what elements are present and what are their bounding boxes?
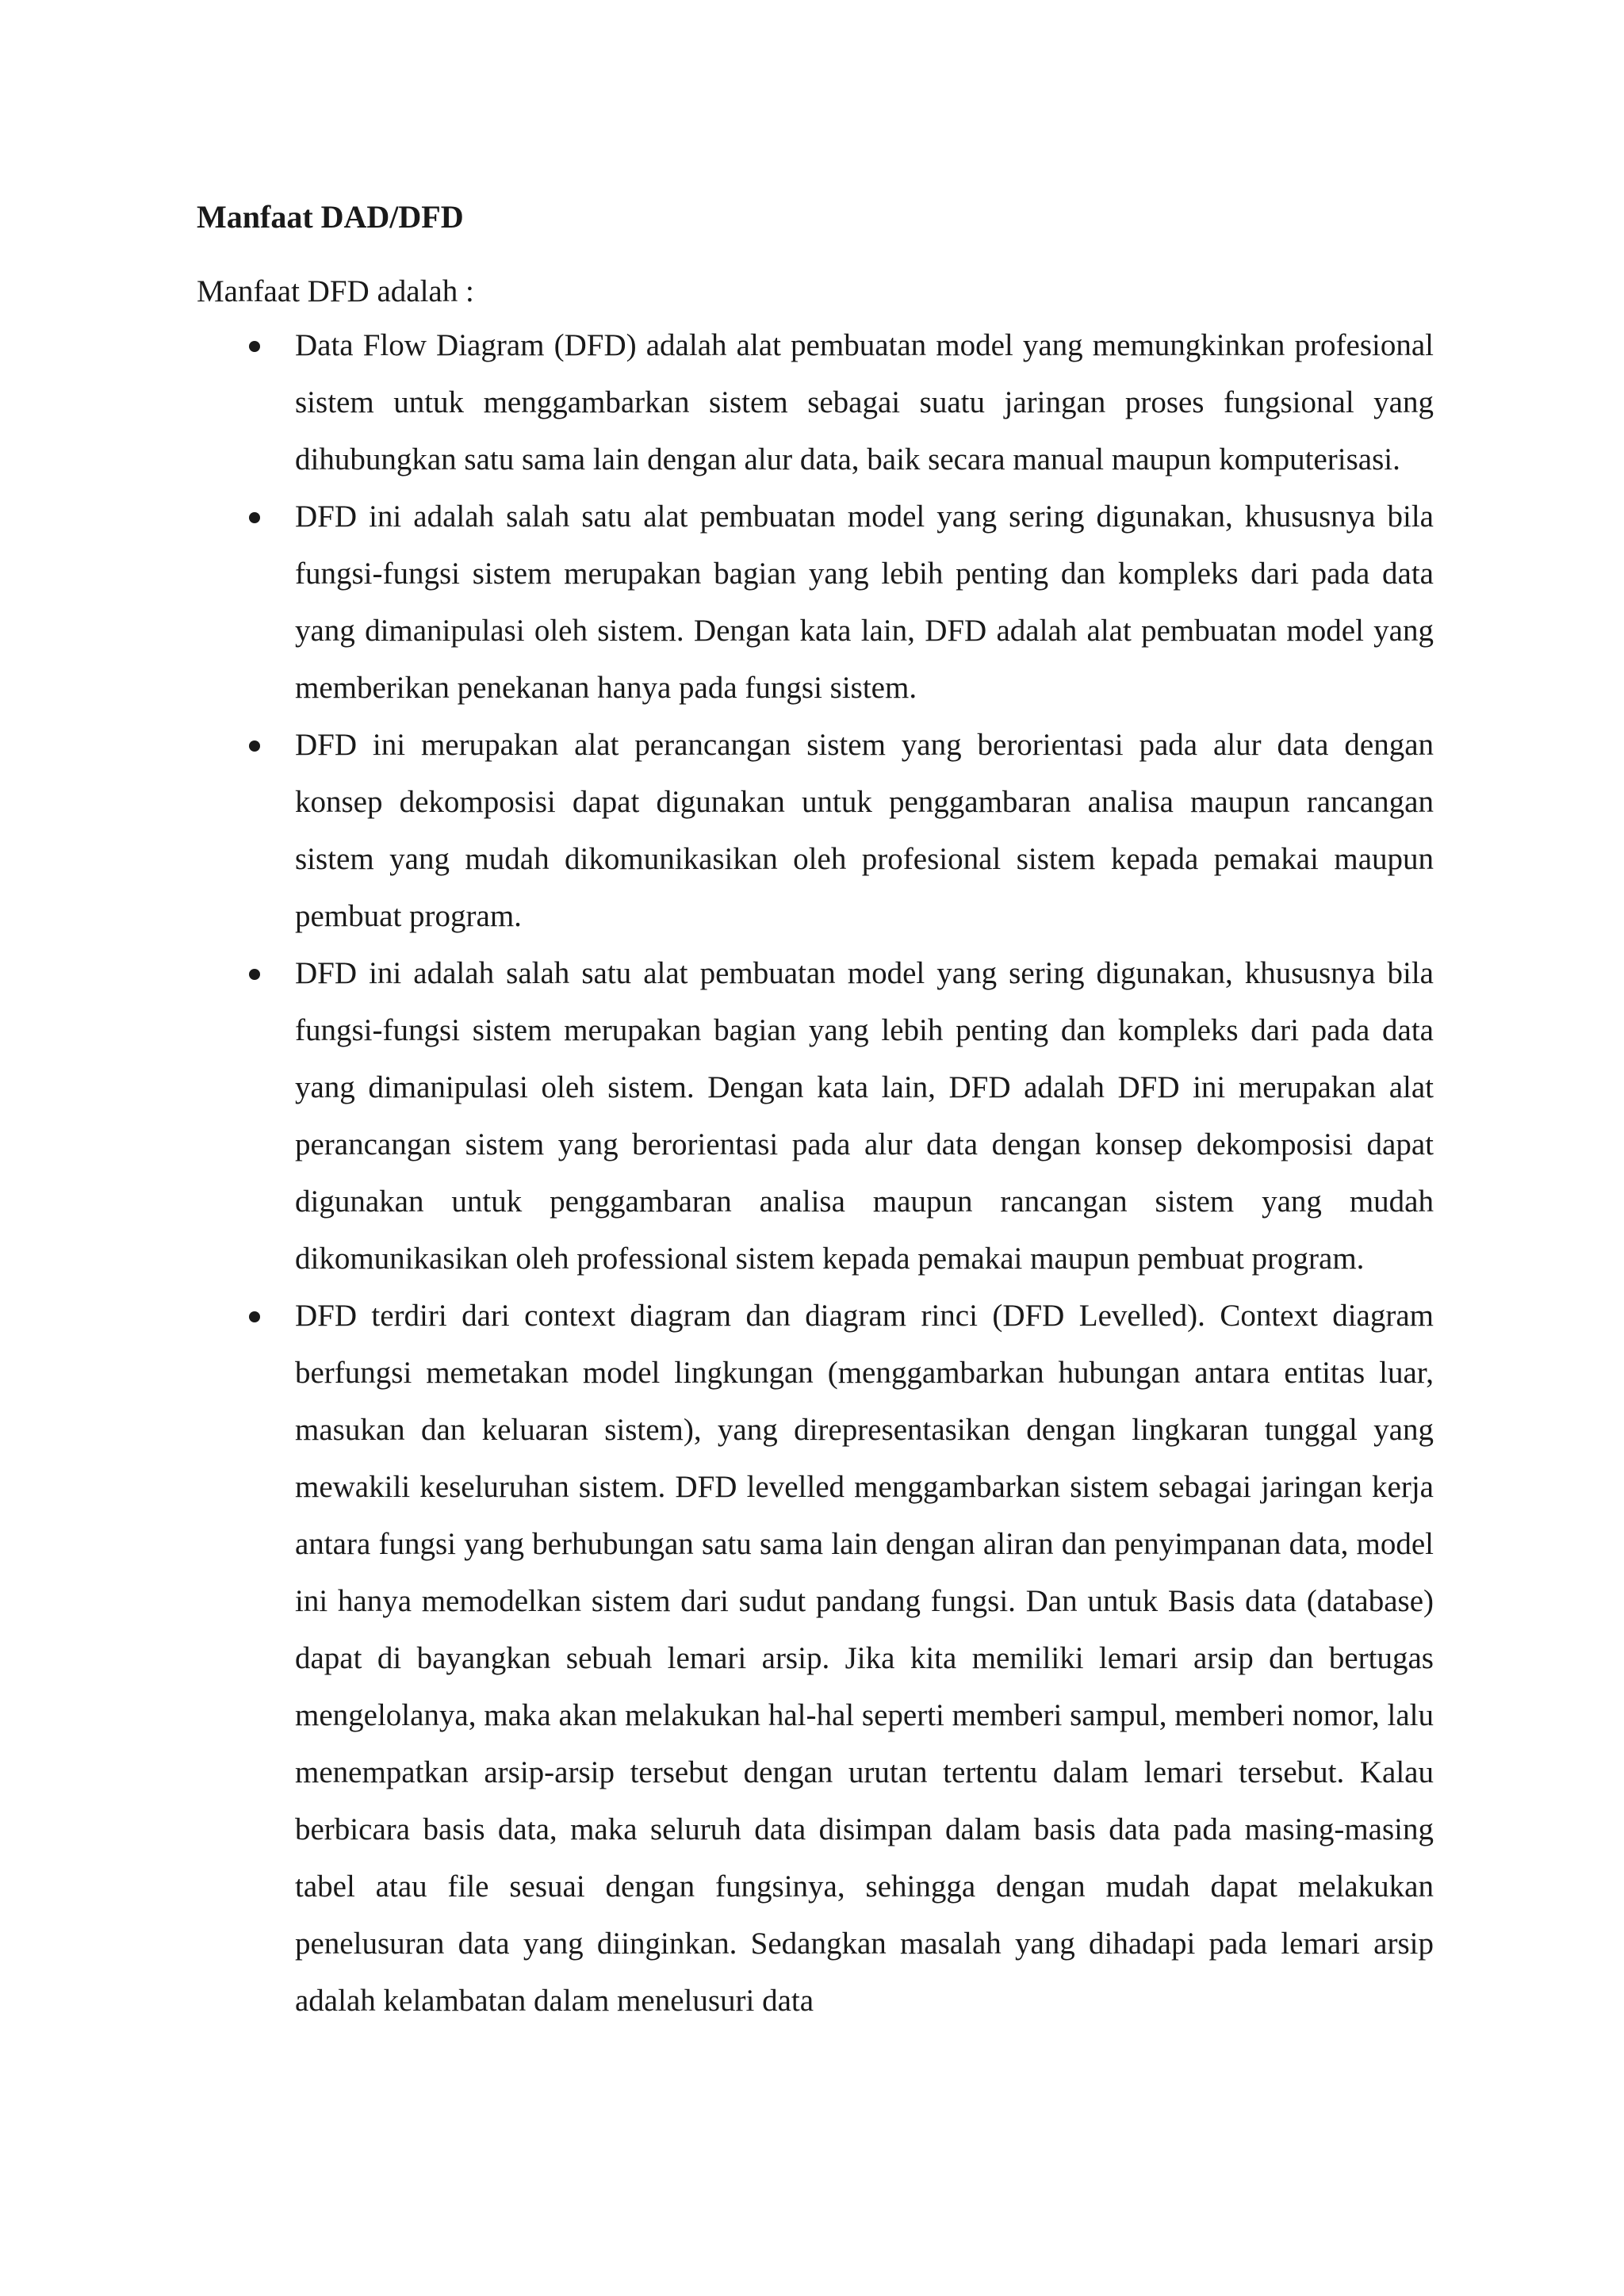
list-item <box>197 945 1434 1288</box>
list-item <box>197 1288 1434 2030</box>
list-item-text: Data Flow Diagram (DFD) adalah alat pembuatan model yang memungkinkan profesional sistem untuk menggambarkan sistem sebagai suatu jaringan proses fungsional yang dihubungkan satu sama lain dengan alur data, baik secara manual maupun komputerisasi. <box>295 328 1434 476</box>
intro-paragraph: Manfaat DFD adalah : <box>197 274 474 308</box>
list-item-text: DFD ini adalah salah satu alat pembuatan model yang sering digunakan, khususnya bila fungsi-fungsi sistem merupakan bagian yang lebih penting dan kompleks dari pada data yang dimanipulasi oleh sistem. Dengan kata lain, DFD adalah alat pembuatan model yang memberikan penekanan hanya pada fungsi sistem. <box>295 499 1434 705</box>
list-item <box>197 488 1434 717</box>
bullet-icon <box>249 969 260 980</box>
bullet-icon <box>249 740 260 752</box>
list-item <box>197 317 1434 488</box>
benefits-list <box>197 317 1434 2030</box>
bullet-icon <box>249 512 260 523</box>
list-item-text: DFD ini merupakan alat perancangan sistem yang berorientasi pada alur data dengan konsep dekomposisi dapat digunakan untuk penggambaran analisa maupun rancangan sistem yang mudah dikomunikasikan oleh profesional sistem kepada pemakai maupun pembuat program. <box>295 728 1434 933</box>
document-page <box>197 195 1434 2030</box>
list-item <box>197 717 1434 945</box>
bullet-icon <box>249 341 260 352</box>
list-item-text: DFD terdiri dari context diagram dan diagram rinci (DFD Levelled). Context diagram berfungsi memetakan model lingkungan (menggambarkan hubungan antara entitas luar, masukan dan keluaran sistem), yang direpresentasikan dengan lingkaran tunggal yang mewakili keseluruhan sistem. DFD levelled menggambarkan sistem sebagai jaringan kerja antara fungsi yang berhubungan satu sama lain dengan aliran dan penyimpanan data, model ini hanya memodelkan sistem dari sudut pandang fungsi. Dan untuk Basis data (database) dapat di bayangkan sebuah lemari arsip. Jika kita memiliki lemari arsip dan bertugas mengelolanya, maka akan melakukan hal-hal seperti memberi sampul, memberi nomor, lalu menempatkan arsip-arsip tersebut dengan urutan tertentu dalam lemari tersebut. Kalau berbicara basis data, maka seluruh data disimpan dalam basis data pada masing-masing tabel atau file sesuai dengan fungsinya, sehingga dengan mudah dapat melakukan penelusuran data yang diinginkan. Sedangkan masalah yang dihadapi pada lemari arsip adalah kelambatan dalam menelusuri data <box>295 1299 1434 2018</box>
section-heading: Manfaat DAD/DFD <box>197 199 464 235</box>
bullet-icon <box>249 1311 260 1322</box>
list-item-text: DFD ini adalah salah satu alat pembuatan model yang sering digunakan, khususnya bila fungsi-fungsi sistem merupakan bagian yang lebih penting dan kompleks dari pada data yang dimanipulasi oleh sistem. Dengan kata lain, DFD adalah DFD ini merupakan alat perancangan sistem yang berorientasi pada alur data dengan konsep dekomposisi dapat digunakan untuk penggambaran analisa maupun rancangan sistem yang mudah dikomunikasikan oleh professional sistem kepada pemakai maupun pembuat program. <box>295 956 1434 1276</box>
